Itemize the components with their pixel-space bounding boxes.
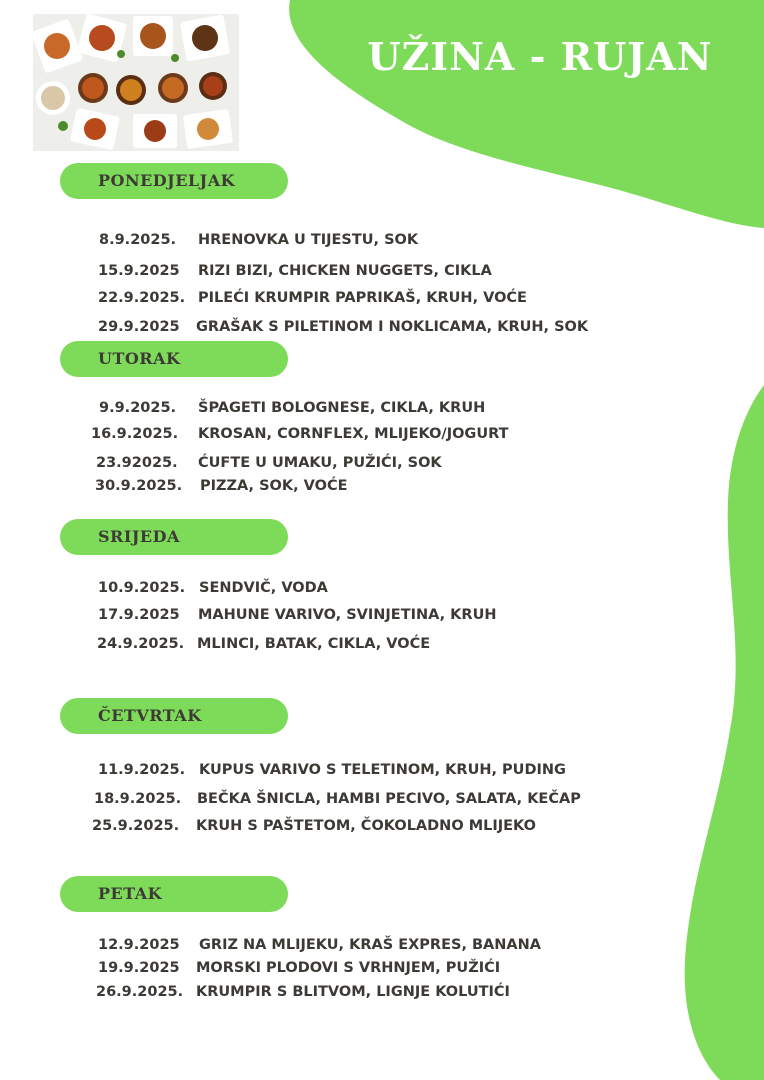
day-label: SRIJEDA [98,527,180,546]
menu-items: PILEĆI KRUMPIR PAPRIKAŠ, KRUH, VOĆE [198,290,527,306]
menu-date: 23.92025. [96,455,178,471]
day-header-thursday [60,698,288,734]
menu-items: HRENOVKA U TIJESTU, SOK [198,232,419,248]
menu-items: ĆUFTE U UMAKU, PUŽIĆI, SOK [198,455,442,471]
day-label: UTORAK [98,349,181,368]
food-photo [33,14,239,151]
page-title: UŽINA - RUJAN [367,34,713,79]
menu-date: 25.9.2025. [92,818,180,834]
menu-date: 11.9.2025. [98,762,186,778]
menu-date: 19.9.2025 [98,960,180,976]
menu-items: PIZZA, SOK, VOĆE [200,478,348,494]
menu-items: KRUMPIR S BLITVOM, LIGNJE KOLUTIĆI [196,984,510,1000]
menu-date: 18.9.2025. [94,791,182,807]
menu-date: 16.9.2025. [91,426,179,442]
menu-items: BEČKA ŠNICLA, HAMBI PECIVO, SALATA, KEČAP [197,791,581,807]
menu-items: ŠPAGETI BOLOGNESE, CIKLA, KRUH [198,400,486,416]
menu-date: 9.9.2025. [99,400,177,416]
menu-date: 24.9.2025. [97,636,185,652]
menu-items: GRIZ NA MLIJEKU, KRAŠ EXPRES, BANANA [199,937,541,953]
day-header-tuesday [60,341,288,377]
menu-date: 15.9.2025 [98,263,180,279]
menu-date: 26.9.2025. [96,984,184,1000]
day-label: PETAK [98,884,163,903]
menu-date: 30.9.2025. [95,478,183,494]
day-header-wednesday [60,519,288,555]
day-header-friday [60,876,288,912]
menu-items: RIZI BIZI, CHICKEN NUGGETS, CIKLA [198,263,492,279]
day-label: ČETVRTAK [98,706,202,725]
menu-items: SENDVIČ, VODA [199,580,328,596]
menu-date: 22.9.2025. [98,290,186,306]
menu-date: 10.9.2025. [98,580,186,596]
menu-items: KUPUS VARIVO S TELETINOM, KRUH, PUDING [199,762,566,778]
menu-date: 8.9.2025. [99,232,177,248]
menu-items: KROSAN, CORNFLEX, MLIJEKO/JOGURT [198,426,509,442]
day-label: PONEDJELJAK [98,171,236,190]
menu-date: 29.9.2025 [98,319,180,335]
menu-items: MLINCI, BATAK, CIKLA, VOĆE [197,636,431,652]
day-header-monday [60,163,288,199]
bottom-right-green-blob [685,385,764,1080]
menu-date: 12.9.2025 [98,937,180,953]
menu-items: MAHUNE VARIVO, SVINJETINA, KRUH [198,607,497,623]
menu-items: MORSKI PLODOVI S VRHNJEM, PUŽIĆI [196,960,501,976]
menu-date: 17.9.2025 [98,607,180,623]
menu-items: GRAŠAK S PILETINOM I NOKLICAMA, KRUH, SOK [196,319,589,335]
menu-items: KRUH S PAŠTETOM, ČOKOLADNO MLIJEKO [196,818,536,834]
